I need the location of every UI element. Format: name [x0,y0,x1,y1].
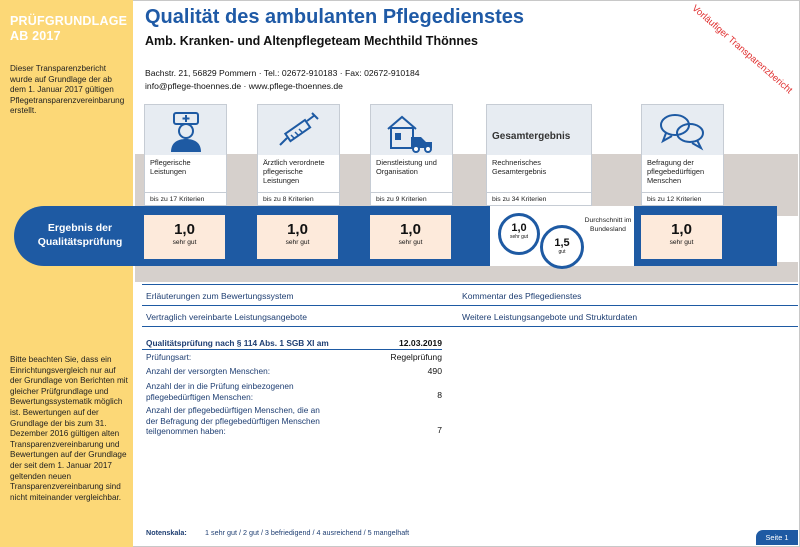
divider [142,349,442,350]
grade-scale: 1 sehr gut / 2 gut / 3 befriedigend / 4 ausreichend / 5 mangelhaft [205,528,410,537]
grade-value: 1,0 [400,221,421,238]
surveyed-label [146,405,320,437]
included-value: 8 [437,390,442,400]
preliminary-stamp: Vorläufiger Transparenzbericht [689,2,795,97]
divider [142,284,798,285]
sidebar-title-line2: AB 2017 [10,29,61,43]
surveyed-label-line3: teilgenommen haben: [146,426,226,436]
page-number: Seite 1 [756,530,798,545]
grade-scale-label: Notenskala: [146,528,187,537]
nurse-icon [167,111,205,153]
result-label-line2: Qualitätsprüfung [37,236,123,248]
state-average-value: 1,5 [554,237,570,249]
sidebar-title-line1: PRÜFGRUNDLAGE [10,14,128,28]
overall-card [486,104,592,206]
category-card-service [370,104,453,206]
overall-grade-circle [498,213,540,255]
category-card-survey [641,104,724,206]
provider-address: Bachstr. 21, 56829 Pommern · Tel.: 02672-910183 · Fax: 02672-910184 [145,68,420,78]
category-label: Dienstleistung und Organisation [376,158,437,177]
included-label [146,381,294,402]
surveyed-value: 7 [437,425,442,435]
overall-heading: Gesamtergebnis [492,131,571,142]
grade-value: 1,0 [671,221,692,238]
served-label: Anzahl der versorgten Menschen: [146,366,271,376]
criteria-count: bis zu 9 Kriterien [371,192,452,205]
provider-name: Amb. Kranken- und Altenpflegeteam Mechthild Thönnes [145,34,478,48]
overall-grade-value: 1,0 [511,222,527,234]
syringe-icon [274,111,322,151]
surveyed-label-line2: der Befragung der pflegebedürftigen Menschen [146,415,320,426]
inspection-type-value: Regelprüfung [390,352,442,362]
overall-label: Rechnerisches Gesamtergebnis [492,158,547,177]
inspection-type-label: Prüfungsart: [146,352,192,362]
category-card-medical [257,104,340,206]
provider-contact: info@pflege-thoennes.de · www.pflege-thoennes.de [145,81,343,91]
criteria-count: bis zu 17 Kriterien [145,192,226,205]
inspection-date: 12.03.2019 [398,338,442,348]
result-label-line1: Ergebnis der [47,222,113,234]
inspection-heading: Qualitätsprüfung nach § 114 Abs. 1 SGB XI am [146,338,329,348]
link-explanations[interactable]: Erläuterungen zum Bewertungssystem [146,291,294,301]
sidebar-intro: Dieser Transparenzbericht wurde auf Grundlage der ab dem 1. Januar 2017 gültigen Pflegetransparenzvereinbarung erstellt. [10,64,125,116]
served-value: 490 [427,366,442,376]
sidebar [0,0,133,547]
grade-box-survey [641,215,722,259]
category-label: Ärztlich verordnete pflegerische Leistungen [263,158,325,186]
criteria-count: bis zu 12 Kriterien [642,192,723,205]
page-title: Qualität des ambulanten Pflegedienstes [145,6,524,28]
link-further-services[interactable]: Weitere Leistungsangebote und Strukturdaten [462,312,638,322]
sidebar-note: Bitte beachten Sie, dass ein Einrichtungsvergleich nur auf der Grundlage von Berichten mit gleicher Prüfgrundlage und Bewertungssystematik möglich ist. Bewertungen auf der Grundlage der bis zum 31. Dezember 2016 gültigen alten Transparenzvereinbarung und Bewertungen auf der Grundlage der seit dem 1. Januar 2017 geltenden neuen Transparenzvereinbarung sind nicht miteinander vergleichbar. [10,355,128,502]
state-average-label: Durchschnitt im Bundesland [584,217,632,233]
criteria-count: bis zu 8 Kriterien [258,192,339,205]
grade-box-service [370,215,451,259]
divider [142,305,798,306]
grade-word: sehr gut [398,239,423,246]
divider [142,326,798,327]
category-card-nursing [144,104,227,206]
included-label-line2: pflegebedürftigen Menschen: [146,391,254,402]
grade-word: sehr gut [285,239,310,246]
state-average-word: gut [558,249,566,255]
surveyed-label-line1: Anzahl der pflegebedürftigen Menschen, die an [146,405,320,415]
grade-value: 1,0 [287,221,308,238]
overall-criteria: bis zu 34 Kriterien [487,192,591,205]
house-car-icon [385,111,435,153]
included-label-line1: Anzahl der in die Prüfung einbezogenen [146,381,294,391]
result-bar-label [30,221,130,249]
grade-word: sehr gut [669,239,694,246]
overall-grade-word: sehr gut [509,234,529,240]
link-provider-comment[interactable]: Kommentar des Pflegedienstes [462,291,582,301]
link-contracted-services[interactable]: Vertraglich vereinbarte Leistungsangebote [146,312,308,322]
grade-word: sehr gut [172,239,197,246]
grade-value: 1,0 [174,221,195,238]
grade-box-nursing [144,215,225,259]
speech-bubbles-icon [658,111,706,151]
sidebar-title [10,14,127,44]
category-label: Pflegerische Leistungen [150,158,191,177]
category-label: Befragung der pflegebedürftigen Menschen [647,158,705,186]
grade-box-medical [257,215,338,259]
